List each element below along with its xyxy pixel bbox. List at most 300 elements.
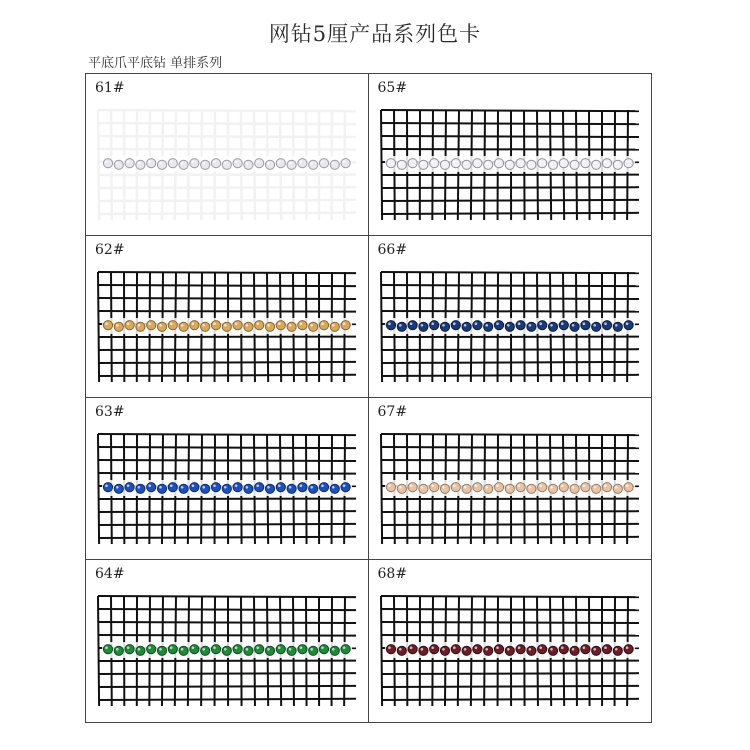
- mesh-line: [98, 460, 356, 461]
- rhinestone: [591, 160, 600, 169]
- rhinestone: [287, 160, 296, 169]
- mesh-line: [381, 434, 639, 435]
- rhinestone: [418, 646, 427, 655]
- rhinestone: [624, 645, 633, 654]
- rhinestone-highlight: [170, 484, 173, 487]
- rhinestone: [157, 322, 166, 331]
- rhinestone-highlight: [463, 162, 466, 165]
- rhinestone: [157, 160, 166, 169]
- mesh-line: [381, 596, 639, 597]
- rhinestone: [298, 159, 307, 168]
- rhinestone-highlight: [388, 646, 391, 649]
- rhinestone: [287, 646, 296, 655]
- rhinestone: [537, 645, 546, 654]
- rhinestone-highlight: [517, 160, 520, 163]
- rhinestone-highlight: [202, 162, 205, 165]
- sample-code: 68#: [377, 566, 408, 582]
- rhinestone-highlight: [604, 484, 607, 487]
- rhinestone-highlight: [181, 162, 184, 165]
- rhinestone: [341, 483, 350, 492]
- rhinestone-highlight: [256, 646, 259, 649]
- rhinestone: [559, 483, 568, 492]
- rhinestone: [168, 159, 177, 168]
- rhinestone-highlight: [310, 486, 313, 489]
- rhinestone-highlight: [278, 160, 281, 163]
- rhinestone-highlight: [235, 484, 238, 487]
- rhinestone: [570, 322, 579, 331]
- rhinestone: [201, 160, 210, 169]
- rhinestone: [190, 483, 199, 492]
- rhinestone-highlight: [170, 322, 173, 325]
- rhinestone: [591, 646, 600, 655]
- mesh-line: [381, 110, 639, 111]
- rhinestone-highlight: [289, 648, 292, 651]
- mesh-line: [381, 149, 639, 150]
- sample-code: 67#: [377, 404, 408, 420]
- rhinestone: [276, 483, 285, 492]
- rhinestone-highlight: [517, 646, 520, 649]
- rhinestone: [330, 484, 339, 493]
- rhinestone-highlight: [235, 160, 238, 163]
- rhinestone-highlight: [399, 324, 402, 327]
- rhinestone-highlight: [539, 160, 542, 163]
- rhinestone-highlight: [399, 486, 402, 489]
- rhinestone: [319, 483, 328, 492]
- rhinestone: [526, 646, 535, 655]
- rhinestone: [624, 321, 633, 330]
- mesh-line: [381, 622, 639, 623]
- rhinestone: [211, 321, 220, 330]
- rhinestone: [559, 645, 568, 654]
- rhinestone-highlight: [343, 484, 346, 487]
- rhinestone: [483, 484, 492, 493]
- mesh-line: [98, 110, 356, 111]
- mesh-line: [381, 524, 639, 525]
- rhinestone: [125, 645, 134, 654]
- rhinestone-highlight: [256, 484, 259, 487]
- rhinestone: [418, 160, 427, 169]
- rhinestone: [516, 321, 525, 330]
- mesh-line: [98, 596, 99, 706]
- rhinestone-highlight: [127, 646, 130, 649]
- rhinestone-highlight: [310, 162, 313, 165]
- rhinestone: [136, 646, 145, 655]
- rhinestone-highlight: [582, 484, 585, 487]
- rhinestone: [298, 645, 307, 654]
- rhinestone-highlight: [431, 160, 434, 163]
- rhinestone-mesh-sample: [96, 428, 358, 548]
- rhinestone-highlight: [321, 646, 324, 649]
- rhinestone-highlight: [539, 646, 542, 649]
- rhinestone-highlight: [528, 162, 531, 165]
- rhinestone: [602, 159, 611, 168]
- rhinestone: [233, 159, 242, 168]
- sample-cell: [369, 398, 652, 560]
- rhinestone-highlight: [485, 648, 488, 651]
- rhinestone: [602, 483, 611, 492]
- rhinestone: [397, 646, 406, 655]
- mesh-line: [381, 635, 639, 636]
- rhinestone: [147, 321, 156, 330]
- rhinestone-highlight: [571, 648, 574, 651]
- mesh-line: [381, 537, 639, 538]
- rhinestone: [190, 645, 199, 654]
- rhinestone-highlight: [246, 324, 249, 327]
- rhinestone-highlight: [332, 486, 335, 489]
- mesh-illustration: [379, 590, 641, 710]
- rhinestone: [265, 646, 274, 655]
- sample-cell: [86, 74, 369, 236]
- mesh-line: [98, 699, 356, 700]
- rhinestone: [408, 321, 417, 330]
- mesh-line: [381, 213, 639, 214]
- mesh-line: [98, 272, 356, 273]
- rhinestone: [505, 646, 514, 655]
- rhinestone: [233, 483, 242, 492]
- rhinestone: [265, 322, 274, 331]
- rhinestone-highlight: [539, 484, 542, 487]
- rhinestone-highlight: [321, 160, 324, 163]
- rhinestone: [548, 484, 557, 493]
- rhinestone-highlight: [517, 484, 520, 487]
- sample-code: 65#: [377, 80, 408, 96]
- rhinestone: [287, 322, 296, 331]
- rhinestone-highlight: [420, 324, 423, 327]
- sample-code: 63#: [95, 404, 125, 420]
- rhinestone: [472, 159, 481, 168]
- rhinestone-highlight: [528, 648, 531, 651]
- mesh-line: [381, 511, 639, 512]
- rhinestone-highlight: [256, 160, 259, 163]
- rhinestone: [483, 160, 492, 169]
- rhinestone-highlight: [170, 646, 173, 649]
- rhinestone: [157, 646, 166, 655]
- rhinestone-highlight: [409, 160, 412, 163]
- rhinestone: [103, 483, 112, 492]
- rhinestone: [233, 645, 242, 654]
- mesh-line: [98, 686, 356, 687]
- rhinestone: [179, 160, 188, 169]
- rhinestone-highlight: [332, 162, 335, 165]
- rhinestone-highlight: [138, 486, 141, 489]
- mesh-line: [98, 187, 356, 188]
- rhinestone: [472, 645, 481, 654]
- rhinestone-highlight: [310, 648, 313, 651]
- rhinestone: [103, 159, 112, 168]
- mesh-line: [381, 447, 639, 448]
- rhinestone: [201, 484, 210, 493]
- rhinestone-highlight: [463, 648, 466, 651]
- mesh-line: [381, 609, 639, 610]
- rhinestone: [287, 484, 296, 493]
- rhinestone-highlight: [278, 322, 281, 325]
- rhinestone: [408, 645, 417, 654]
- rhinestone: [580, 645, 589, 654]
- rhinestone-highlight: [256, 322, 259, 325]
- rhinestone: [319, 321, 328, 330]
- rhinestone-highlight: [300, 484, 303, 487]
- rhinestone-highlight: [289, 324, 292, 327]
- rhinestone-highlight: [267, 486, 270, 489]
- mesh-line: [98, 622, 356, 623]
- rhinestone: [451, 483, 460, 492]
- white-crystal-stone-row: [103, 159, 350, 170]
- rhinestone-highlight: [192, 322, 195, 325]
- rhinestone-highlight: [246, 648, 249, 651]
- rhinestone-highlight: [496, 484, 499, 487]
- rhinestone: [276, 159, 285, 168]
- rhinestone: [386, 483, 395, 492]
- rhinestone: [255, 645, 264, 654]
- rhinestone-highlight: [116, 324, 119, 327]
- rhinestone-highlight: [507, 162, 510, 165]
- rhinestone-highlight: [550, 324, 553, 327]
- sample-code: 62#: [95, 242, 125, 258]
- rhinestone-highlight: [343, 160, 346, 163]
- rhinestone: [276, 645, 285, 654]
- rhinestone-highlight: [213, 646, 216, 649]
- rhinestone-highlight: [289, 162, 292, 165]
- rhinestone-highlight: [431, 646, 434, 649]
- mesh-line: [98, 635, 356, 636]
- rhinestone-highlight: [507, 324, 510, 327]
- rhinestone-highlight: [278, 646, 281, 649]
- rhinestone: [298, 321, 307, 330]
- rhinestone-highlight: [485, 324, 488, 327]
- rhinestone: [624, 483, 633, 492]
- rhinestone-highlight: [474, 160, 477, 163]
- rhinestone: [330, 160, 339, 169]
- rhinestone-highlight: [388, 484, 391, 487]
- rhinestone: [244, 322, 253, 331]
- mesh-line: [98, 537, 356, 538]
- mesh-illustration: [96, 590, 358, 710]
- rhinestone-highlight: [224, 324, 227, 327]
- rhinestone-highlight: [267, 162, 270, 165]
- mesh-line: [381, 298, 639, 299]
- mesh-line: [381, 110, 382, 220]
- rhinestone-highlight: [604, 322, 607, 325]
- rhinestone-highlight: [474, 322, 477, 325]
- mesh-line: [98, 213, 356, 214]
- rhinestone: [440, 646, 449, 655]
- color-card-grid: [85, 73, 652, 723]
- rhinestone-highlight: [561, 322, 564, 325]
- rhinestone-highlight: [159, 486, 162, 489]
- rhinestone: [201, 646, 210, 655]
- rhinestone-highlight: [388, 322, 391, 325]
- rhinestone: [222, 646, 231, 655]
- rhinestone-highlight: [138, 648, 141, 651]
- rhinestone: [613, 160, 622, 169]
- mesh-line: [381, 349, 639, 350]
- burgundy-garnet-stone-row: [386, 645, 633, 656]
- rhinestone: [505, 322, 514, 331]
- rhinestone: [341, 321, 350, 330]
- rhinestone: [386, 159, 395, 168]
- rhinestone-highlight: [431, 484, 434, 487]
- rhinestone: [429, 321, 438, 330]
- rhinestone-highlight: [453, 160, 456, 163]
- rhinestone-highlight: [105, 646, 108, 649]
- sample-code: 66#: [377, 242, 408, 258]
- rhinestone-highlight: [593, 486, 596, 489]
- mesh-line: [98, 149, 356, 150]
- rhinestone-highlight: [321, 484, 324, 487]
- sample-cell: [86, 560, 369, 722]
- rhinestone: [451, 159, 460, 168]
- rhinestone-highlight: [442, 162, 445, 165]
- rhinestone-highlight: [246, 162, 249, 165]
- rhinestone: [429, 645, 438, 654]
- rhinestone: [265, 160, 274, 169]
- rhinestone-highlight: [442, 486, 445, 489]
- rhinestone: [462, 322, 471, 331]
- rhinestone: [462, 484, 471, 493]
- rhinestone-highlight: [625, 322, 628, 325]
- mesh-line: [381, 699, 639, 700]
- rhinestone-highlight: [582, 322, 585, 325]
- rhinestone: [526, 322, 535, 331]
- rhinestone-highlight: [593, 648, 596, 651]
- rhinestone-highlight: [463, 324, 466, 327]
- rhinestone-highlight: [604, 160, 607, 163]
- mesh-line: [381, 311, 639, 312]
- rhinestone: [418, 322, 427, 331]
- rhinestone: [103, 321, 112, 330]
- rhinestone: [580, 321, 589, 330]
- rhinestone-highlight: [517, 322, 520, 325]
- rhinestone-highlight: [550, 486, 553, 489]
- rhinestone-highlight: [420, 648, 423, 651]
- rhinestone-highlight: [116, 162, 119, 165]
- rhinestone: [397, 160, 406, 169]
- mesh-line: [381, 285, 639, 286]
- rhinestone-highlight: [170, 160, 173, 163]
- rhinestone: [516, 483, 525, 492]
- rhinestone-highlight: [409, 484, 412, 487]
- rhinestone-highlight: [148, 484, 151, 487]
- rhinestone: [265, 484, 274, 493]
- rhinestone: [548, 160, 557, 169]
- rhinestone-highlight: [571, 324, 574, 327]
- rhinestone-highlight: [224, 648, 227, 651]
- rhinestone: [440, 322, 449, 331]
- rhinestone: [386, 645, 395, 654]
- rhinestone: [397, 484, 406, 493]
- mesh-line: [381, 362, 639, 363]
- rhinestone: [222, 322, 231, 331]
- rhinestone-highlight: [420, 486, 423, 489]
- emerald-green-stone-row: [103, 645, 350, 656]
- rhinestone: [591, 322, 600, 331]
- rhinestone: [114, 322, 123, 331]
- mesh-line: [98, 272, 99, 382]
- rhinestone: [222, 484, 231, 493]
- rhinestone: [298, 483, 307, 492]
- rhinestone: [526, 160, 535, 169]
- rhinestone-highlight: [192, 484, 195, 487]
- rhinestone: [309, 160, 318, 169]
- mesh-line: [98, 123, 356, 124]
- rhinestone: [483, 322, 492, 331]
- rhinestone-highlight: [192, 646, 195, 649]
- rhinestone: [397, 322, 406, 331]
- rhinestone-highlight: [148, 322, 151, 325]
- navy-sapphire-stone-row: [386, 321, 633, 332]
- mesh-line: [381, 460, 639, 461]
- rhinestone-highlight: [202, 648, 205, 651]
- rhinestone-highlight: [453, 322, 456, 325]
- rhinestone: [440, 160, 449, 169]
- rhinestone: [276, 321, 285, 330]
- sample-code: 61#: [95, 80, 125, 96]
- rhinestone-highlight: [485, 162, 488, 165]
- mesh-line: [381, 187, 639, 188]
- rhinestone: [309, 322, 318, 331]
- rhinestone-highlight: [235, 646, 238, 649]
- rhinestone: [570, 484, 579, 493]
- rhinestone: [309, 484, 318, 493]
- rhinestone-mesh-sample: [96, 266, 358, 386]
- rhinestone-highlight: [528, 486, 531, 489]
- rhinestone-highlight: [485, 486, 488, 489]
- mesh-illustration: [379, 428, 641, 548]
- rhinestone-highlight: [582, 646, 585, 649]
- rhinestone: [505, 160, 514, 169]
- rhinestone: [462, 646, 471, 655]
- rhinestone-highlight: [159, 324, 162, 327]
- rhinestone: [602, 321, 611, 330]
- sample-cell: [86, 236, 369, 398]
- rhinestone: [222, 160, 231, 169]
- rhinestone: [537, 159, 546, 168]
- rhinestone: [494, 645, 503, 654]
- rhinestone-mesh-sample: [379, 590, 641, 710]
- rhinestone-highlight: [127, 160, 130, 163]
- rhinestone-highlight: [116, 648, 119, 651]
- rhinestone-highlight: [496, 646, 499, 649]
- mesh-line: [98, 349, 356, 350]
- rhinestone: [114, 646, 123, 655]
- rhinestone: [494, 321, 503, 330]
- rhinestone-highlight: [593, 162, 596, 165]
- rhinestone-highlight: [321, 322, 324, 325]
- rhinestone-highlight: [625, 484, 628, 487]
- rhinestone-highlight: [496, 160, 499, 163]
- rhinestone: [211, 645, 220, 654]
- rhinestone-highlight: [213, 322, 216, 325]
- rhinestone: [211, 159, 220, 168]
- rhinestone: [559, 321, 568, 330]
- rhinestone: [613, 646, 622, 655]
- sample-cell: [369, 560, 652, 722]
- rhinestone: [168, 321, 177, 330]
- rhinestone: [570, 160, 579, 169]
- rhinestone-highlight: [453, 484, 456, 487]
- rhinestone-highlight: [615, 324, 618, 327]
- rhinestone-highlight: [138, 162, 141, 165]
- rhinestone-highlight: [105, 484, 108, 487]
- rhinestone: [211, 483, 220, 492]
- rhinestone-highlight: [453, 646, 456, 649]
- sample-cell: [369, 74, 652, 236]
- sample-cell: [86, 398, 369, 560]
- mesh-line: [98, 434, 356, 435]
- rhinestone: [386, 321, 395, 330]
- rhinestone-highlight: [289, 486, 292, 489]
- rhinestone-highlight: [235, 322, 238, 325]
